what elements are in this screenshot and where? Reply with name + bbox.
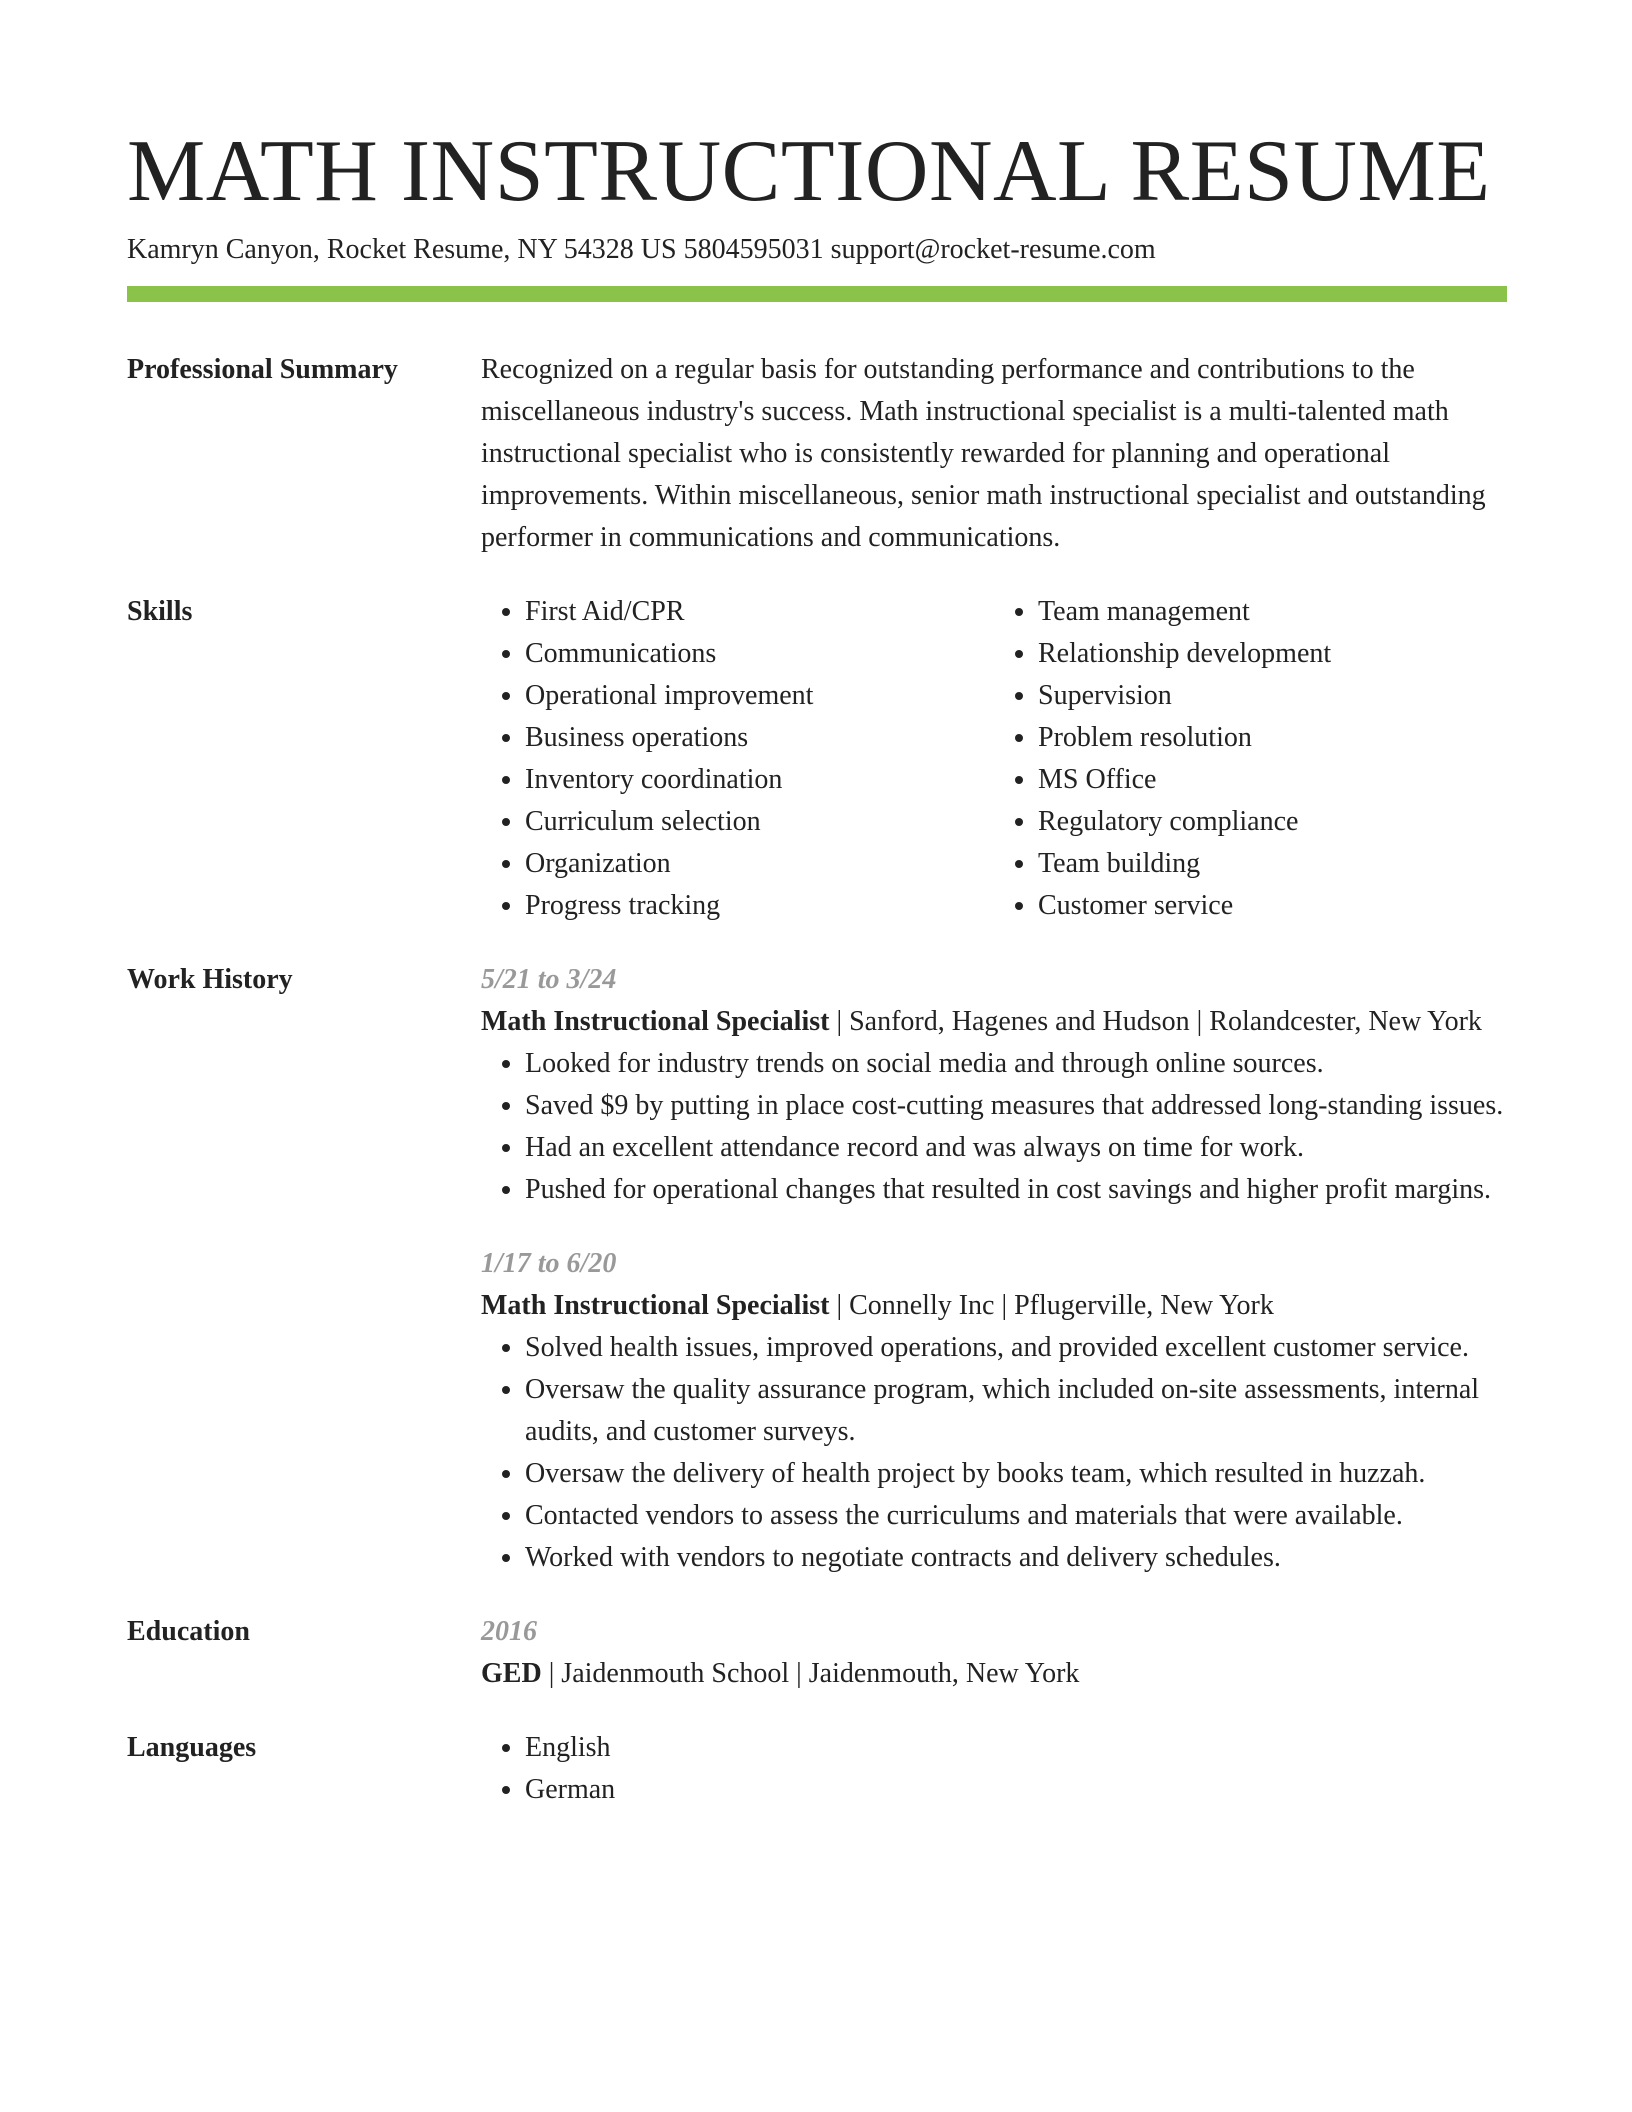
skill-item: • Business operations [525, 717, 994, 759]
job-details: | Connelly Inc | Pflugerville, New York [829, 1290, 1274, 1321]
skill-item: • Curriculum selection [525, 801, 994, 843]
section-heading: Professional Summary [127, 354, 398, 385]
section-heading: Languages [127, 1732, 257, 1763]
job-bullet: • Saved $9 by putting in place cost-cutting measures that addressed long-standing issues. [525, 1085, 1507, 1127]
job-bullet: • Looked for industry trends on social media and through online sources. [525, 1043, 1507, 1085]
job-header [481, 1285, 1507, 1327]
education-section [127, 1611, 1507, 1695]
skills-list-right [994, 591, 1507, 927]
skill-item: • Regulatory compliance [1038, 801, 1507, 843]
skills-section [127, 591, 1507, 927]
job-bullets [481, 1327, 1507, 1579]
skills-list-left [481, 591, 994, 927]
languages-section [127, 1727, 1507, 1811]
skill-item: • First Aid/CPR [525, 591, 994, 633]
contact-line: Kamryn Canyon, Rocket Resume, NY 54328 US 5804595031 support@rocket-resume.com [127, 234, 1156, 265]
job-bullets [481, 1043, 1507, 1211]
job-bullet: • Oversaw the quality assurance program, which included on-site assessments, internal audits, and customer surveys. [525, 1369, 1507, 1453]
job-bullet: • Oversaw the delivery of health project by books team, which resulted in huzzah. [525, 1453, 1507, 1495]
job-dates: 1/17 to 6/20 [481, 1248, 617, 1279]
resume-content [127, 349, 1507, 1811]
job-bullet: • Worked with vendors to negotiate contracts and delivery schedules. [525, 1537, 1507, 1579]
job-title: Math Instructional Specialist [481, 1006, 830, 1037]
job-dates: 5/21 to 3/24 [481, 964, 617, 995]
skill-item: • Inventory coordination [525, 759, 994, 801]
job-entry [481, 1243, 1507, 1579]
skills-columns [481, 591, 1507, 927]
resume-title: MATH INSTRUCTIONAL RESUME [127, 123, 1491, 220]
work-history-section [127, 959, 1507, 1579]
skill-item: • Progress tracking [525, 885, 994, 927]
education-entry [481, 1653, 1507, 1695]
languages-list [481, 1727, 1507, 1811]
job-header [481, 1001, 1507, 1043]
skill-item: • Problem resolution [1038, 717, 1507, 759]
job-bullet: • Solved health issues, improved operations, and provided excellent customer service. [525, 1327, 1507, 1369]
skill-item: • Customer service [1038, 885, 1507, 927]
professional-summary-section [127, 349, 1507, 559]
section-heading: Education [127, 1616, 250, 1647]
skill-item: • Organization [525, 843, 994, 885]
education-details: | Jaidenmouth School | Jaidenmouth, New York [541, 1658, 1080, 1689]
skill-item: • Operational improvement [525, 675, 994, 717]
language-item: • German [525, 1769, 1507, 1811]
language-item: • English [525, 1727, 1507, 1769]
summary-text: Recognized on a regular basis for outstanding performance and contributions to the miscellaneous industry's success. Math instructional specialist is a multi-talented math instructional specialist who is consistently rewarded for planning and operational improvements. Within miscellaneous, senior math instructional specialist and outstanding performer in communications and communications. [481, 354, 1486, 553]
skill-item: • MS Office [1038, 759, 1507, 801]
job-title: Math Instructional Specialist [481, 1290, 830, 1321]
job-bullet: • Had an excellent attendance record and was always on time for work. [525, 1127, 1507, 1169]
skill-item: • Relationship development [1038, 633, 1507, 675]
skill-item: • Communications [525, 633, 994, 675]
job-bullet: • Contacted vendors to assess the curriculums and materials that were available. [525, 1495, 1507, 1537]
section-heading: Work History [127, 964, 293, 995]
job-bullet: • Pushed for operational changes that resulted in cost savings and higher profit margins. [525, 1169, 1507, 1211]
skill-item: • Team building [1038, 843, 1507, 885]
accent-divider [127, 286, 1507, 302]
education-year: 2016 [481, 1616, 537, 1647]
section-heading: Skills [127, 596, 193, 627]
skill-item: • Supervision [1038, 675, 1507, 717]
skill-item: • Team management [1038, 591, 1507, 633]
degree: GED [481, 1658, 542, 1689]
job-entry [481, 959, 1507, 1211]
job-details: | Sanford, Hagenes and Hudson | Rolandcester, New York [829, 1006, 1482, 1037]
